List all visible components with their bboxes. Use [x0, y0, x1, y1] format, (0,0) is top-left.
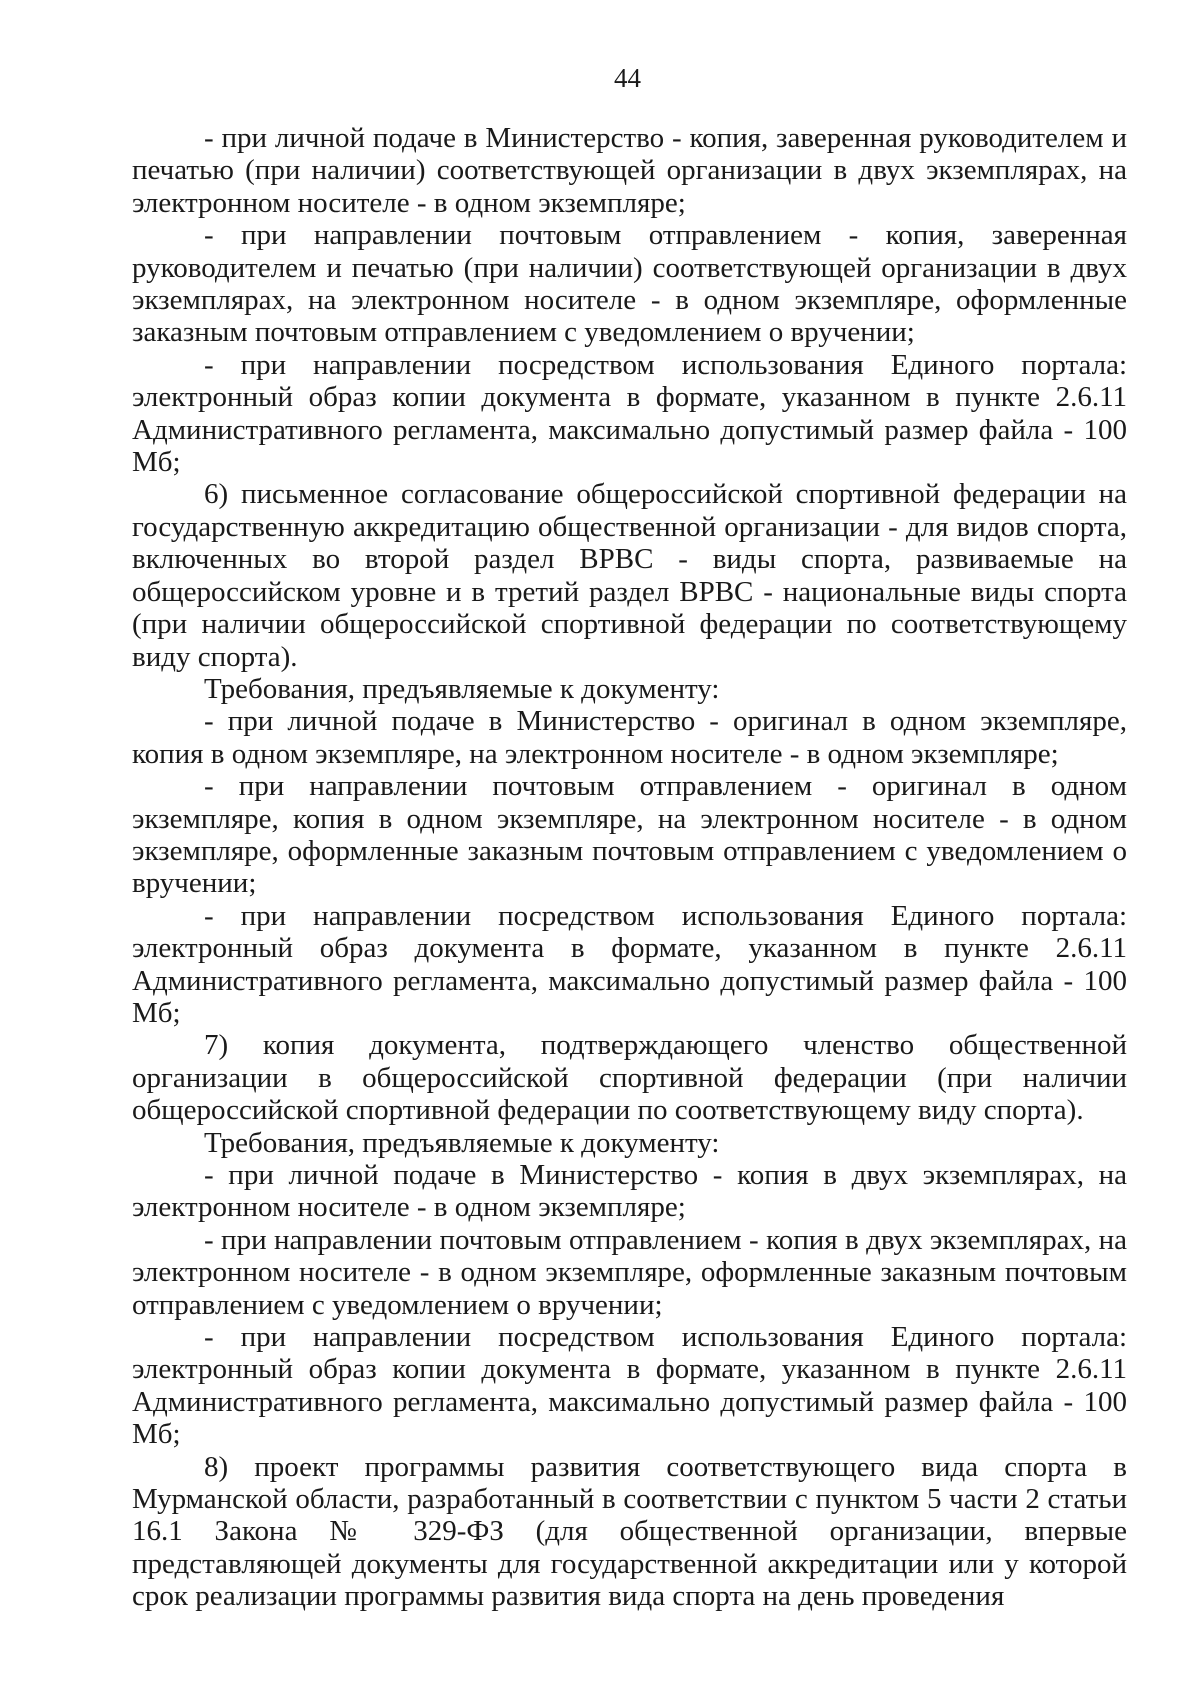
paragraph: 6) письменное согласование общероссийской спортивной федерации на государственную аккредитацию общественной организации - для видов спорта, включенных во второй раздел ВРВС - виды спорта, развиваемые на общероссийском уровне и в третий раздел ВРВС - национальные виды спорта (при наличии общероссийской спортивной федерации по соответствующему виду спорта). — [132, 478, 1127, 673]
paragraph: Требования, предъявляемые к документу: — [204, 672, 720, 705]
paragraph: Требования, предъявляемые к документу: — [204, 1126, 720, 1159]
document-body — [132, 122, 1127, 1613]
paragraph: - при личной подаче в Министерство - копия в двух экземплярах, на электронном носителе - в одном экземпляре; — [132, 1159, 1127, 1224]
paragraph: - при направлении почтовым отправлением - оригинал в одном экземпляре, копия в одном экземпляре, на электронном носителе - в одном экземпляре, оформленные заказным почтовым отправлением с уведомлением о вручении; — [132, 770, 1127, 900]
paragraph: - при направлении почтовым отправлением - копия, заверенная руководителем и печатью (при наличии) соответствующей организации в двух экземплярах, на электронном носителе - в одном экземпляре, оформленные заказным почтовым отправлением с уведомлением о вручении; — [132, 219, 1127, 349]
paragraph: - при направлении почтовым отправлением - копия в двух экземплярах, на электронном носителе - в одном экземпляре, оформленные заказным почтовым отправлением с уведомлением о вручении; — [132, 1223, 1127, 1321]
page-number: 44 — [614, 63, 641, 93]
paragraph: - при личной подаче в Министерство - оригинал в одном экземпляре, копия в одном экземпляре, на электронном носителе - в одном экземпляре; — [132, 705, 1127, 770]
paragraph: 8) проект программы развития соответствующего вида спорта в Мурманской области, разработанный в соответствии с пунктом 5 части 2 статьи 16.1 Закона № 329-ФЗ (для общественной организации, впервые представляющей документы для государственной аккредитации или у которой срок реализации программы развития вида спорта на день проведения — [132, 1450, 1127, 1613]
paragraph: - при направлении посредством использования Единого портала: электронный образ копии документа в формате, указанном в пункте 2.6.11 Административного регламента, максимально допустимый размер файла - 100 Мб; — [132, 1321, 1127, 1451]
paragraph: - при личной подаче в Министерство - копия, заверенная руководителем и печатью (при наличии) соответствующей организации в двух экземплярах, на электронном носителе - в одном экземпляре; — [132, 122, 1127, 219]
paragraph: 7) копия документа, подтверждающего членство общественной организации в общероссийской спортивной федерации (при наличии общероссийской спортивной федерации по соответствующему виду спорта). — [132, 1029, 1127, 1127]
paragraph: - при направлении посредством использования Единого портала: электронный образ копии документа в формате, указанном в пункте 2.6.11 Административного регламента, максимально допустимый размер файла - 100 Мб; — [132, 348, 1127, 479]
paragraph: - при направлении посредством использования Единого портала: электронный образ документа в формате, указанном в пункте 2.6.11 Административного регламента, максимально допустимый размер файла - 100 Мб; — [132, 899, 1127, 1029]
